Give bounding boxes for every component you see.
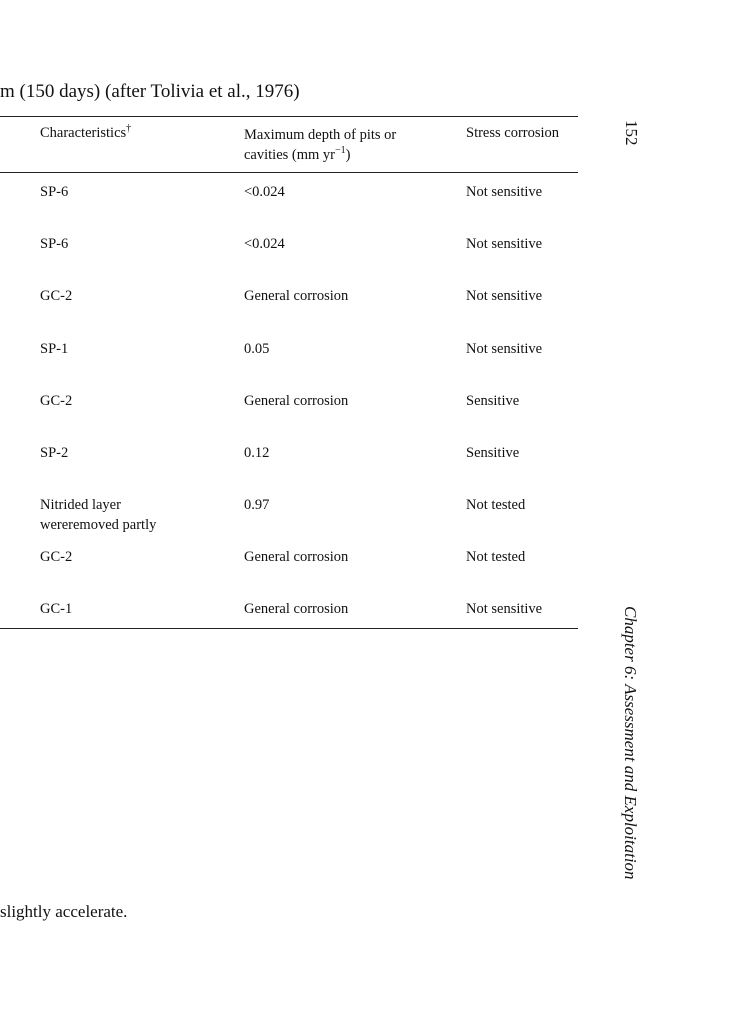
table-row-3-max-depth: General corrosion (244, 288, 349, 304)
table-row-6-characteristics: SP-2 (40, 445, 69, 461)
header-max-depth-line1: Maximum depth of pits or (244, 127, 397, 143)
table-row-9-max-depth: General corrosion (244, 601, 349, 617)
header-max-depth (244, 125, 396, 167)
running-head: Chapter 6: Assessment and Exploitation (621, 606, 640, 880)
table-row-1-stress: Not sensitive (466, 184, 543, 200)
table-row-7-characteristics (40, 495, 156, 535)
table-row-5-stress: Sensitive (466, 393, 520, 409)
table-row-7-stress: Not tested (466, 497, 526, 513)
table-row-5-characteristics: GC-2 (40, 393, 73, 409)
table-top-rule (0, 116, 578, 117)
table-row-5-max-depth: General corrosion (244, 393, 349, 409)
table-row-6-max-depth: 0.12 (244, 445, 270, 461)
table-row-6-stress: Sensitive (466, 445, 520, 461)
table-row-7-characteristics-line2: wereremoved partly (40, 517, 157, 533)
table-caption: m (150 days) (after Tolivia et al., 1976) (0, 81, 300, 102)
header-max-depth-line2: cavities (mm $yr^{-1}$) (244, 145, 351, 163)
table-row-7-characteristics-line1: Nitrided layer (40, 497, 121, 513)
header-stress-corrosion: Stress corrosion (466, 125, 560, 141)
table-row-7-max-depth: 0.97 (244, 497, 270, 513)
body-text: slightly accelerate. (0, 902, 128, 921)
table-row-2-characteristics: SP-6 (40, 236, 69, 252)
table-row-8-stress: Not tested (466, 549, 526, 565)
header-characteristics-label: Characteristics (40, 125, 127, 141)
table-row-8-characteristics: GC-2 (40, 549, 73, 565)
table-row-4-stress: Not sensitive (466, 341, 543, 357)
table-row-9-characteristics: GC-1 (40, 601, 73, 617)
table-header-rule (0, 172, 578, 173)
table-row-4-characteristics: SP-1 (40, 341, 69, 357)
header-dagger-mark: † (126, 123, 132, 134)
table-row-3-characteristics: GC-2 (40, 288, 73, 304)
page-number: 152 (622, 120, 641, 146)
table-row-1-characteristics: SP-6 (40, 184, 69, 200)
table-row-4-max-depth: 0.05 (244, 341, 270, 357)
table-row-3-stress: Not sensitive (466, 288, 543, 304)
table-row-2-max-depth: <0.024 (244, 236, 285, 252)
table-bottom-rule (0, 628, 578, 629)
table-row-8-max-depth: General corrosion (244, 549, 349, 565)
header-characteristics (40, 123, 131, 145)
table-row-9-stress: Not sensitive (466, 601, 543, 617)
table-row-2-stress: Not sensitive (466, 236, 543, 252)
table-row-1-max-depth: <0.024 (244, 184, 285, 200)
